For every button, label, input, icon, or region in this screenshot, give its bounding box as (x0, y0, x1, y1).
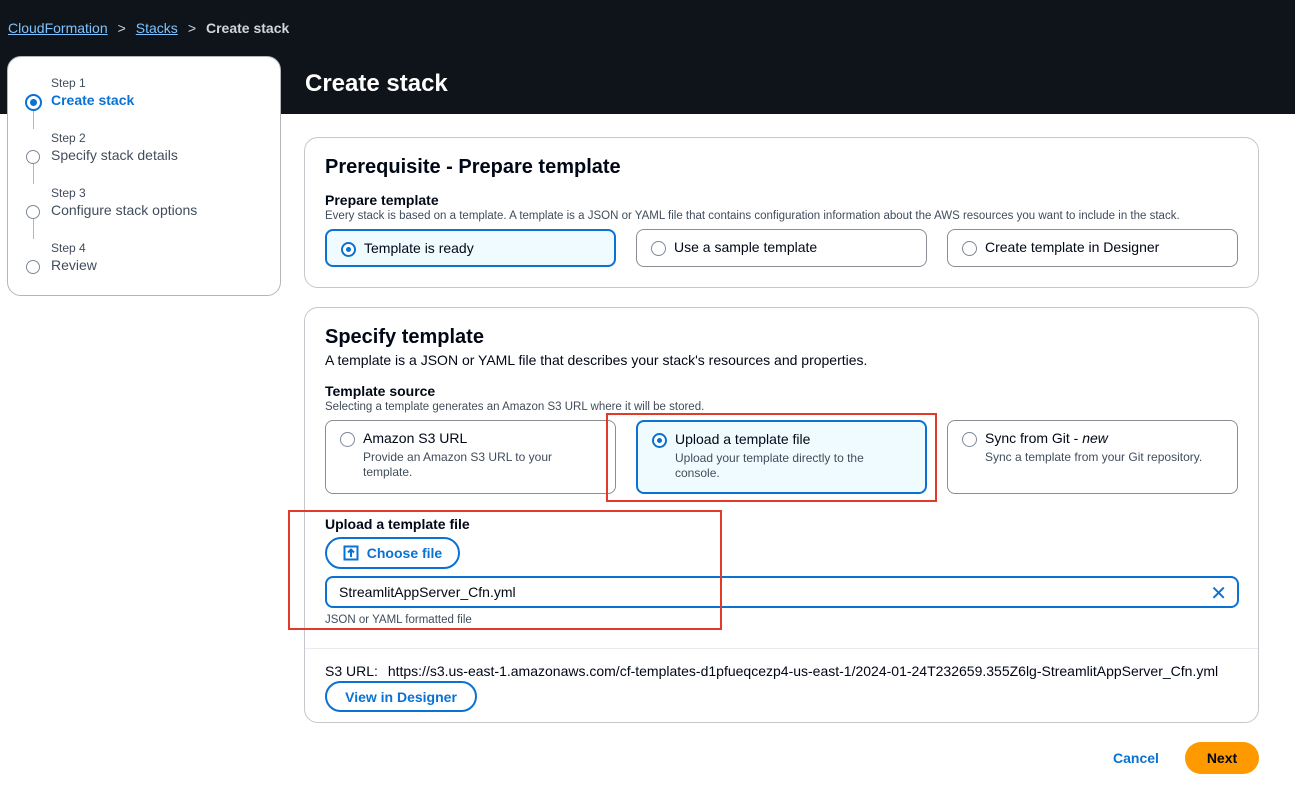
file-name: StreamlitAppServer_Cfn.yml (339, 584, 516, 600)
section-divider (305, 648, 1258, 649)
option-label: Create template in Designer (985, 239, 1160, 255)
prerequisite-title: Prerequisite - Prepare template (325, 156, 621, 178)
option-description: Provide an Amazon S3 URL to your template. (363, 450, 552, 479)
wizard-step-3[interactable] (8, 186, 278, 230)
breadcrumb (8, 18, 289, 38)
prerequisite-panel (304, 137, 1259, 288)
step-number: Step 1 (51, 76, 86, 90)
step-label: Review (51, 257, 97, 273)
breadcrumb-current: Create stack (206, 20, 290, 36)
cancel-button[interactable]: Cancel (1113, 750, 1159, 766)
option-label: Upload a template file (675, 431, 811, 447)
file-format-hint: JSON or YAML formatted file (325, 614, 472, 626)
page-title: Create stack (305, 70, 448, 97)
s3-url-value: https://s3.us-east-1.amazonaws.com/cf-templates-d1pfueqcezp4-us-east-1/2024-01-24T232659.355Z6lg-StreamlitAppServer_Cfn.yml (387, 663, 1219, 679)
choose-file-label: Choose file (366, 545, 443, 561)
step-label: Configure stack options (51, 202, 198, 218)
radio-icon (962, 432, 977, 447)
step-pending-icon (26, 205, 40, 219)
s3-url-label: S3 URL: (325, 663, 378, 679)
radio-icon (962, 241, 977, 256)
wizard-step-4[interactable] (8, 241, 278, 285)
option-template-ready[interactable] (325, 229, 616, 267)
option-description: Sync a template from your Git repository. (985, 450, 1203, 464)
radio-selected-icon (341, 242, 356, 257)
step-pending-icon (26, 260, 40, 274)
close-icon[interactable]: ✕ (1210, 583, 1227, 605)
template-source-label: Template source (325, 383, 436, 399)
step-number: Step 2 (51, 131, 86, 145)
option-label: Template is ready (364, 240, 474, 256)
option-sample-template[interactable] (636, 229, 927, 267)
template-source-description: Selecting a template generates an Amazon S3 URL where it will be stored. (325, 401, 705, 413)
option-sync-git[interactable] (947, 420, 1238, 494)
wizard-steps (7, 56, 281, 296)
step-label: Specify stack details (51, 147, 178, 163)
upload-file-label: Upload a template file (325, 516, 470, 532)
radio-icon (651, 241, 666, 256)
wizard-step-1[interactable] (8, 76, 278, 120)
breadcrumb-cloudformation-link[interactable]: CloudFormation (8, 20, 108, 36)
radio-icon (340, 432, 355, 447)
prepare-template-label: Prepare template (325, 192, 439, 208)
step-pending-icon (26, 150, 40, 164)
highlight-box (606, 413, 937, 502)
step-current-icon (25, 94, 42, 111)
option-label (985, 430, 1108, 446)
breadcrumb-stacks-link[interactable]: Stacks (135, 20, 178, 36)
wizard-step-2[interactable] (8, 131, 278, 175)
chevron-right-icon: > (187, 20, 196, 36)
next-button[interactable]: Next (1185, 742, 1259, 774)
option-label-text: Sync from Git - (985, 430, 1083, 446)
step-label: Create stack (51, 92, 135, 108)
step-number: Step 3 (51, 186, 86, 200)
chevron-right-icon: > (117, 20, 126, 36)
option-designer-template[interactable] (947, 229, 1238, 267)
specify-template-title: Specify template (325, 326, 484, 348)
option-label: Use a sample template (674, 239, 818, 255)
specify-template-description: A template is a JSON or YAML file that describes your stack's resources and properties. (325, 352, 868, 368)
s3-url-line (325, 663, 1218, 679)
new-badge: new (1082, 430, 1108, 446)
option-s3-url[interactable] (325, 420, 616, 494)
option-label: Amazon S3 URL (363, 430, 468, 446)
option-description: Upload your template directly to the console. (675, 451, 864, 480)
view-in-designer-button[interactable]: View in Designer (325, 681, 477, 712)
highlight-box (288, 510, 722, 630)
prepare-template-description: Every stack is based on a template. A template is a JSON or YAML file that contains configuration information about the AWS resources you want to include in the stack. (325, 210, 1180, 222)
step-number: Step 4 (51, 241, 86, 255)
